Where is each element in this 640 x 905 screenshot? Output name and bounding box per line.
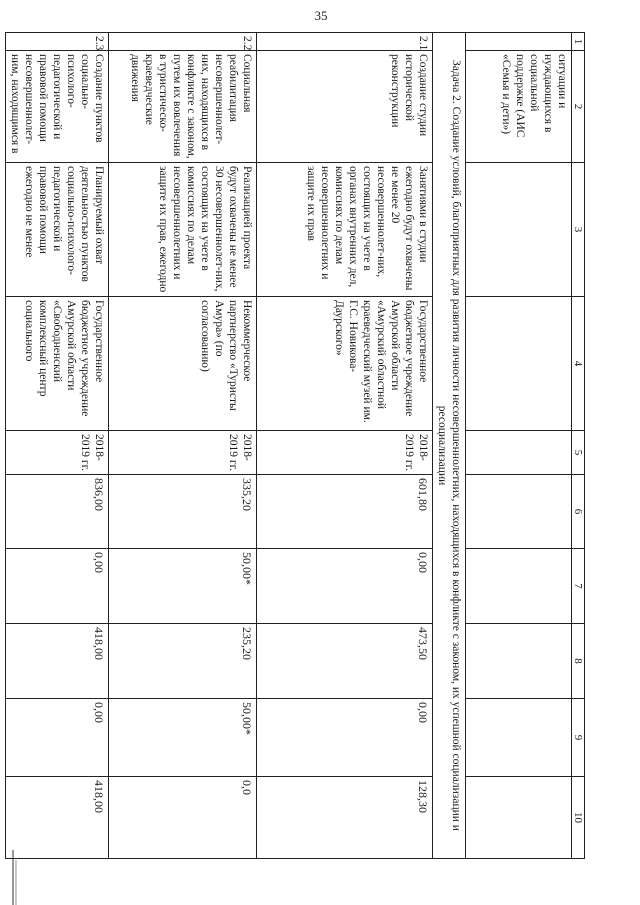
col-number: 9: [572, 699, 585, 777]
row-number: 2.1: [257, 33, 433, 51]
col-number: 7: [572, 549, 585, 624]
col-number: 4: [572, 297, 585, 431]
value-col9: 0,00: [6, 699, 109, 777]
task-heading: Задача 2. Создание условий, благоприятных для развития личности несовершеннолетних, находящихся в конфликте с законом, их успешной социализации и ресоциализации: [433, 33, 466, 859]
value-total: 601,80: [257, 475, 433, 549]
value-col8: 418,00: [6, 624, 109, 699]
row-number: 2.2: [109, 33, 257, 51]
measure-name: Социальная реабилитация несовершеннолет-них, находящихся в конфликте с законом, путем их вовлечения в туристическо-краеведческие движения: [109, 51, 257, 163]
value-col10: 418,00: [6, 777, 109, 859]
expected-result: Занятиями в студии ежегодно будут охвачены не менее 20 несовершеннолет-них, состоящих на учете в органах внутренних дел, комиссиях по делам несовершеннолетних и защите их прав: [257, 163, 433, 297]
value-col9: 50,00*: [109, 699, 257, 777]
table-row: [109, 33, 257, 859]
col-number: 6: [572, 475, 585, 549]
period: 2018-2019 гг.: [6, 431, 109, 475]
rotated-table-container: [9, 32, 585, 858]
expected-result: Реализацией проекта будут охвачены не менее 30 несовершеннолет-них, состоящих на учете в комиссиях по делам несовершеннолетних и защите их прав, ежегодно: [109, 163, 257, 297]
period: 2018-2019 гг.: [109, 431, 257, 475]
col-number: 3: [572, 163, 585, 297]
measure-name: Создание пунктов социально-психолого-педагогической и правовой помощи несовершеннолет-ним, находящимся в: [6, 51, 109, 163]
expected-result: Планируемый охват деятельностью пунктов социально-психолого-педагогической и правовой помощи ежегодно не менее: [6, 163, 109, 297]
value-col10: 128,30: [257, 777, 433, 859]
value-col7: 0,00: [6, 549, 109, 624]
continued-measure-name: ситуации и нуждающихся в социальной поддержке (АИС «Семья и дети»): [466, 51, 572, 163]
value-col8: 235,20: [109, 624, 257, 699]
col-number: 2: [572, 51, 585, 163]
executor: Некоммерческое партнерство «Туристы Амура» (по согласованию): [109, 297, 257, 431]
value-col7: 0,00: [257, 549, 433, 624]
col-number: 5: [572, 431, 585, 475]
cell: [466, 33, 572, 51]
executor: Государственное бюджетное учреждение Амурской области «Амурский областной краеведческий музей им. Г.С. Новикова-Даурского»: [257, 297, 433, 431]
value-total: 836,00: [6, 475, 109, 549]
continued-row: [466, 33, 572, 859]
col-number: 8: [572, 624, 585, 699]
period: 2018-2019 гг.: [257, 431, 433, 475]
table-row: [6, 33, 109, 859]
task-heading-row: [433, 33, 466, 859]
value-col9: 0,00: [257, 699, 433, 777]
col-number: 1: [572, 33, 585, 51]
program-measures-table: [5, 32, 585, 859]
col-number: 10: [572, 777, 585, 859]
table-row: [257, 33, 433, 859]
value-total: 335,20: [109, 475, 257, 549]
value-col8: 473,50: [257, 624, 433, 699]
value-col7: 50,00*: [109, 549, 257, 624]
column-number-row: [572, 33, 585, 859]
page-number: 35: [314, 8, 328, 23]
executor: Государственное бюджетное учреждение Амурской области «Свободненский комплексный центр социального: [6, 297, 109, 431]
row-number: 2.3: [6, 33, 109, 51]
measure-name: Создание студии исторической реконструкции: [257, 51, 433, 163]
value-col10: 0,0: [109, 777, 257, 859]
